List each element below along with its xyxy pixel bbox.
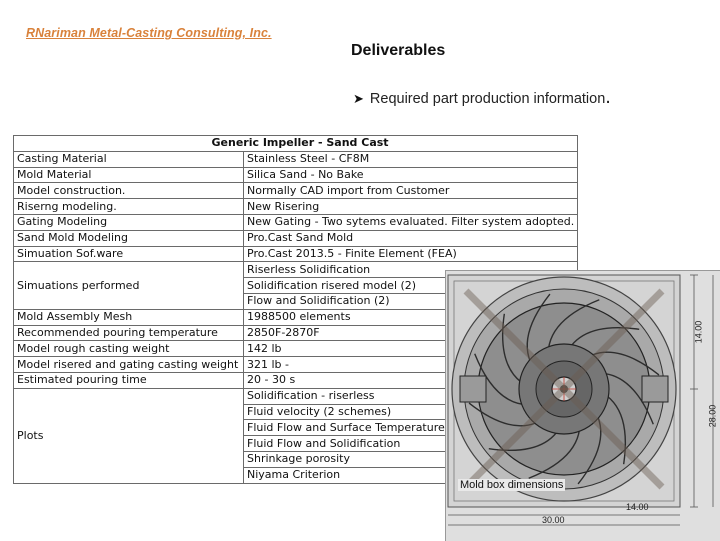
table-row — [14, 214, 578, 230]
table-row — [14, 199, 578, 215]
row-label: Sand Mold Modeling — [14, 230, 244, 246]
row-value: Stainless Steel - CF8M — [244, 151, 578, 167]
table-row — [14, 246, 578, 262]
row-value: Riserless Solidification — [244, 262, 578, 278]
row-value: New Gating - Two sytems evaluated. Filter system adopted. — [244, 214, 578, 230]
table-row — [14, 230, 578, 246]
row-label: Estimated pouring time — [14, 372, 244, 388]
row-value: Niyama Criterion — [244, 467, 578, 483]
row-label: Simuation Sof.ware — [14, 246, 244, 262]
row-label: Mold Assembly Mesh — [14, 309, 244, 325]
table-header-row — [14, 136, 578, 152]
row-label: Plots — [14, 388, 244, 483]
row-value: Fluid Flow and Surface Temperature — [244, 420, 578, 436]
row-value: Normally CAD import from Customer — [244, 183, 578, 199]
row-value: Silica Sand - No Bake — [244, 167, 578, 183]
bullet-item — [353, 86, 611, 109]
row-label: Gating Modeling — [14, 214, 244, 230]
slide-title: Deliverables — [351, 42, 446, 59]
row-value: Fluid velocity (2 schemes) — [244, 404, 578, 420]
table-header-spacer — [14, 136, 244, 152]
dim-width-half: 14.00 — [626, 502, 649, 512]
row-value: Pro.Cast 2013.5 - Finite Element (FEA) — [244, 246, 578, 262]
company-name: RNariman Metal-Casting Consulting, Inc. — [26, 26, 272, 40]
bullet-end: . — [605, 86, 611, 108]
table-row — [14, 167, 578, 183]
bullet-text: Required part production information — [369, 91, 606, 107]
table-row — [14, 183, 578, 199]
row-value: Fluid Flow and Solidification — [244, 436, 578, 452]
row-value: Solidification risered model (2) — [244, 278, 578, 294]
mold-box-drawing — [445, 270, 720, 541]
dim-height-total: 28.00 — [707, 404, 718, 428]
row-label: Riserng modeling. — [14, 199, 244, 215]
table-title: Generic Impeller - Sand Cast — [212, 136, 546, 152]
row-value: Shrinkage porosity — [244, 451, 578, 467]
row-value: Pro.Cast Sand Mold — [244, 230, 578, 246]
row-label: Simuations performed — [14, 262, 244, 309]
row-label: Casting Material — [14, 151, 244, 167]
row-label: Model construction. — [14, 183, 244, 199]
row-label: Mold Material — [14, 167, 244, 183]
row-value: 2850F-2870F — [244, 325, 578, 341]
row-label: Model risered and gating casting weight — [14, 357, 244, 373]
arrow-bullet-icon: ➤ — [353, 91, 364, 106]
row-label: Recommended pouring temperature — [14, 325, 244, 341]
row-value: 20 - 30 s — [244, 372, 578, 388]
row-value: 142 lb — [244, 341, 578, 357]
dim-height-top: 14.00 — [693, 320, 704, 344]
row-label: Model rough casting weight — [14, 341, 244, 357]
row-value: 1988500 elements — [244, 309, 578, 325]
row-value: Solidification - riserless — [244, 388, 578, 404]
row-value: New Risering — [244, 199, 578, 215]
row-value: 321 lb - — [244, 357, 578, 373]
dim-width-total: 30.00 — [542, 515, 565, 525]
table-row — [14, 151, 578, 167]
drawing-caption: Mold box dimensions — [460, 479, 564, 491]
row-value: Flow and Solidification (2) — [244, 293, 578, 309]
impeller-drawing-image — [446, 271, 720, 541]
